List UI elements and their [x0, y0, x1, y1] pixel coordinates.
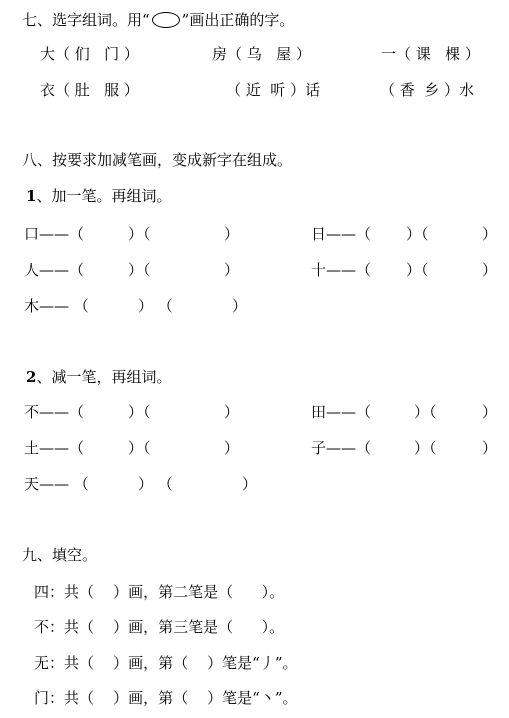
p1-r1-b: ）（ [128, 225, 151, 243]
part2-text: 、减一笔，再组词。 [36, 368, 172, 386]
p1-r2-e: ）（ [406, 261, 429, 279]
p2-r1-d: 田——（ [311, 403, 372, 421]
section7-title-pre: 七、选字组词。用“ [22, 11, 150, 29]
section7-title [22, 10, 294, 30]
p2-r2-d: 子——（ [311, 439, 372, 457]
p2-r1-b: ）（ [128, 403, 151, 421]
part2-number: 2 [26, 368, 37, 386]
p1-r3-c: ） [232, 297, 248, 315]
p2-r2-c: ） [224, 439, 240, 457]
s7-r1-c2: 房（ 乌 屋 ） [212, 45, 311, 63]
s9-line-2: 不：共（ ）画，第三笔是（ ）。 [34, 618, 285, 636]
s7-r1-c1: 大（ 们 门 ） [40, 45, 139, 63]
p1-r1-c: ） [224, 225, 240, 243]
p1-r1-f: ） [482, 225, 498, 243]
p1-r1-a: 口——（ [24, 225, 85, 243]
p2-r1-a: 不——（ [24, 403, 85, 421]
p1-r2-b: ）（ [128, 261, 151, 279]
section8-title: 八、按要求加减笔画，变成新字在组成。 [22, 151, 293, 169]
p2-r2-b: ）（ [128, 439, 151, 457]
p2-r3-a: 天—— （ [24, 475, 89, 493]
s7-r2-c3: （ 香 乡 ）水 [380, 81, 475, 99]
s7-r1-c3: 一（ 课 棵 ） [381, 45, 480, 63]
p2-r1-e: ）（ [414, 403, 437, 421]
part1-number: 1 [26, 187, 37, 205]
s9-line-1: 四：共（ ）画，第二笔是（ ）。 [34, 583, 285, 601]
p2-r1-c: ） [224, 403, 240, 421]
p1-r2-f: ） [482, 261, 498, 279]
part1-text: 、加一笔。再组词。 [36, 187, 172, 205]
p2-r1-f: ） [482, 403, 498, 421]
s7-r2-c1: 衣（ 肚 服 ） [40, 81, 139, 99]
p2-r3-c: ） [242, 475, 258, 493]
p2-r2-f: ） [482, 439, 498, 457]
p2-r2-a: 土——（ [24, 439, 85, 457]
part2-heading [26, 367, 171, 387]
p1-r1-d: 日——（ [311, 225, 372, 243]
p1-r3-b: ） （ [138, 297, 173, 315]
p1-r3-a: 木—— （ [24, 297, 89, 315]
ellipse-icon [152, 12, 180, 28]
part1-heading [26, 186, 171, 206]
section9-title: 九、填空。 [22, 546, 98, 564]
p2-r2-e: ）（ [414, 439, 437, 457]
p2-r3-b: ） （ [138, 475, 173, 493]
p1-r1-e: ）（ [406, 225, 429, 243]
section7-title-post: ”画出正确的字。 [181, 11, 295, 29]
s9-line-4: 门：共（ ）画，第（ ）笔是“丶”。 [34, 689, 298, 707]
p1-r2-a: 人——（ [24, 261, 85, 279]
p1-r2-c: ） [224, 261, 240, 279]
s7-r2-c2: （ 近 听 ）话 [226, 81, 321, 99]
p1-r2-d: 十——（ [311, 261, 372, 279]
s9-line-3: 无：共（ ）画，第（ ）笔是“丿”。 [34, 654, 298, 672]
